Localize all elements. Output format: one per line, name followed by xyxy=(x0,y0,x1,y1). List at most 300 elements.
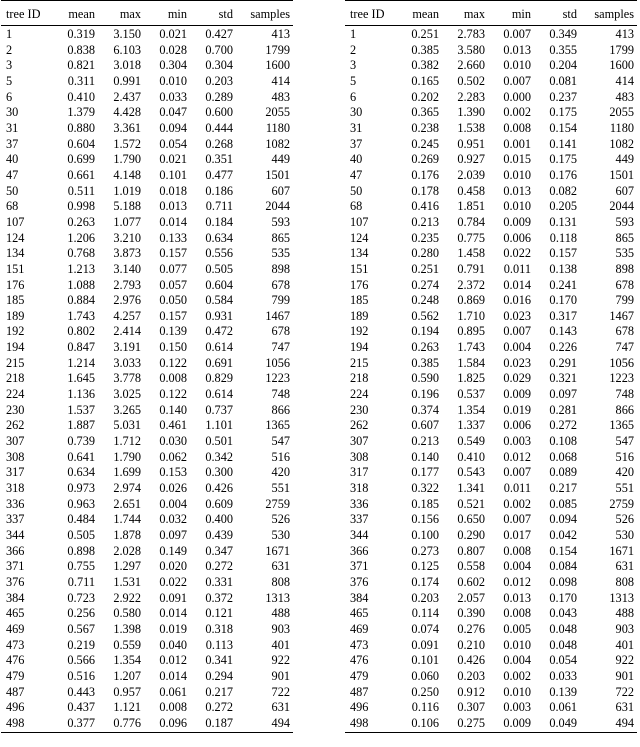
samples-cell: 593 xyxy=(615,214,634,229)
samples-cell: 865 xyxy=(615,230,634,245)
mean-cell: 0.177 xyxy=(411,465,439,480)
table-row xyxy=(1,685,293,701)
std-cell: 0.118 xyxy=(549,230,577,245)
samples-cell: 1501 xyxy=(609,167,634,182)
table-row xyxy=(345,90,637,106)
table-row xyxy=(345,606,637,622)
std-cell: 0.049 xyxy=(549,715,577,730)
std-cell: 0.614 xyxy=(205,387,233,402)
std-cell: 1.101 xyxy=(205,418,233,433)
max-cell: 1.572 xyxy=(113,136,141,151)
samples-cell: 494 xyxy=(271,715,290,730)
mean-cell: 0.699 xyxy=(67,152,95,167)
std-cell: 0.217 xyxy=(205,684,233,699)
tree-id-cell: 487 xyxy=(6,684,25,699)
tree-id-cell: 151 xyxy=(6,261,25,276)
tree-id-cell: 262 xyxy=(350,418,369,433)
std-cell: 0.829 xyxy=(205,371,233,386)
std-cell: 0.342 xyxy=(205,449,233,464)
max-cell: 0.776 xyxy=(113,715,141,730)
max-cell: 3.140 xyxy=(113,261,141,276)
min-cell: 0.013 xyxy=(159,199,187,214)
mean-cell: 0.256 xyxy=(67,606,95,621)
table-row xyxy=(345,262,637,278)
max-cell: 4.428 xyxy=(113,105,141,120)
max-cell: 0.784 xyxy=(457,214,485,229)
std-cell: 0.170 xyxy=(549,293,577,308)
std-cell: 0.175 xyxy=(549,152,577,167)
table-row xyxy=(345,559,637,575)
tree-id-cell: 465 xyxy=(6,606,25,621)
max-cell: 1.712 xyxy=(113,434,141,449)
samples-cell: 551 xyxy=(615,481,634,496)
max-cell: 0.549 xyxy=(457,434,485,449)
tree-id-cell: 469 xyxy=(6,621,25,636)
max-cell: 0.275 xyxy=(457,715,485,730)
tree-id-cell: 1 xyxy=(6,27,13,41)
tree-id-cell: 384 xyxy=(350,590,369,605)
std-cell: 0.291 xyxy=(549,355,577,370)
std-cell: 0.121 xyxy=(205,606,233,621)
mean-cell: 0.739 xyxy=(67,434,95,449)
tree-id-cell: 218 xyxy=(6,371,25,386)
min-cell: 0.040 xyxy=(159,637,187,652)
mean-cell: 0.802 xyxy=(67,324,95,339)
samples-cell: 1365 xyxy=(265,418,290,433)
samples-cell: 1313 xyxy=(609,590,634,605)
max-cell: 2.414 xyxy=(113,324,141,339)
mean-cell: 0.374 xyxy=(411,402,439,417)
tree-id-cell: 366 xyxy=(350,543,369,558)
samples-cell: 678 xyxy=(615,324,634,339)
tree-id-cell: 308 xyxy=(350,449,369,464)
min-cell: 0.014 xyxy=(159,214,187,229)
std-cell: 0.237 xyxy=(549,89,577,104)
samples-cell: 1056 xyxy=(265,355,290,370)
max-cell: 3.025 xyxy=(113,387,141,402)
std-cell: 0.203 xyxy=(205,73,233,88)
table-row xyxy=(345,434,637,450)
max-cell: 0.775 xyxy=(457,230,485,245)
tree-id-cell: 318 xyxy=(6,481,25,496)
samples-cell: 414 xyxy=(615,73,634,88)
min-cell: 0.009 xyxy=(503,214,531,229)
mean-cell: 0.511 xyxy=(67,183,95,198)
tree-id-cell: 344 xyxy=(350,528,369,542)
table-row xyxy=(345,700,637,716)
table-row xyxy=(345,278,637,294)
std-cell: 0.609 xyxy=(205,496,233,511)
min-cell: 0.011 xyxy=(503,261,531,276)
max-cell: 2.372 xyxy=(457,277,485,292)
mean-cell: 0.194 xyxy=(411,324,439,339)
std-cell: 0.472 xyxy=(205,324,233,339)
max-cell: 1.531 xyxy=(113,574,141,589)
mean-cell: 0.634 xyxy=(67,465,95,480)
table-row xyxy=(345,121,637,137)
max-cell: 1.851 xyxy=(457,199,485,214)
max-cell: 2.057 xyxy=(457,590,485,605)
table-row xyxy=(345,26,637,43)
table-row xyxy=(345,497,637,513)
table-row xyxy=(1,324,293,340)
min-cell: 0.033 xyxy=(159,89,187,104)
table-row xyxy=(345,74,637,90)
mean-cell: 1.213 xyxy=(67,261,95,276)
header-std: std xyxy=(562,7,577,21)
mean-cell: 1.379 xyxy=(67,105,95,120)
min-cell: 0.022 xyxy=(159,574,187,589)
max-cell: 1.790 xyxy=(113,449,141,464)
table-row xyxy=(345,512,637,528)
min-cell: 0.014 xyxy=(159,606,187,621)
mean-cell: 0.140 xyxy=(411,449,439,464)
mean-cell: 0.567 xyxy=(67,621,95,636)
max-cell: 0.957 xyxy=(113,684,141,699)
max-cell: 0.927 xyxy=(457,152,485,167)
samples-cell: 748 xyxy=(271,387,290,402)
min-cell: 0.010 xyxy=(503,167,531,182)
samples-cell: 1223 xyxy=(609,371,634,386)
std-cell: 0.700 xyxy=(205,42,233,57)
max-cell: 0.521 xyxy=(457,496,485,511)
max-cell: 1.699 xyxy=(113,465,141,480)
samples-cell: 1365 xyxy=(609,418,634,433)
table-row xyxy=(1,340,293,356)
min-cell: 0.057 xyxy=(159,277,187,292)
min-cell: 0.150 xyxy=(159,340,187,355)
max-cell: 3.873 xyxy=(113,246,141,261)
table-row xyxy=(345,685,637,701)
std-cell: 0.501 xyxy=(205,434,233,449)
min-cell: 0.002 xyxy=(503,105,531,120)
min-cell: 0.004 xyxy=(503,559,531,574)
min-cell: 0.006 xyxy=(503,230,531,245)
table-row xyxy=(1,387,293,403)
std-cell: 0.033 xyxy=(549,668,577,683)
min-cell: 0.047 xyxy=(159,105,187,120)
header-tree-id: tree ID xyxy=(350,7,385,21)
std-cell: 0.317 xyxy=(549,308,577,323)
tree-id-cell: 469 xyxy=(350,621,369,636)
samples-cell: 401 xyxy=(615,637,634,652)
max-cell: 5.188 xyxy=(113,199,141,214)
tree-id-cell: 215 xyxy=(6,355,25,370)
mean-cell: 0.382 xyxy=(411,58,439,73)
samples-cell: 922 xyxy=(271,653,290,668)
table-row xyxy=(345,544,637,560)
table-row xyxy=(345,168,637,184)
table-row xyxy=(1,512,293,528)
min-cell: 0.023 xyxy=(503,308,531,323)
tree-id-cell: 344 xyxy=(6,528,25,542)
tree-id-cell: 6 xyxy=(350,89,357,104)
header-tree-id: tree ID xyxy=(6,7,41,21)
min-cell: 0.021 xyxy=(159,152,187,167)
table-row xyxy=(345,403,637,419)
tree-id-cell: 384 xyxy=(6,590,25,605)
min-cell: 0.003 xyxy=(503,700,531,715)
tree-id-cell: 192 xyxy=(6,324,25,339)
tree-id-cell: 1 xyxy=(350,27,357,41)
mean-cell: 0.251 xyxy=(411,261,439,276)
tree-id-cell: 487 xyxy=(350,684,369,699)
tree-id-cell: 479 xyxy=(350,668,369,683)
mean-cell: 0.998 xyxy=(67,199,95,214)
tree-id-cell: 317 xyxy=(6,465,25,480)
mean-cell: 0.437 xyxy=(67,700,95,715)
table-row xyxy=(345,137,637,153)
mean-cell: 0.604 xyxy=(67,136,95,151)
mean-cell: 0.219 xyxy=(67,637,95,652)
table-row xyxy=(345,356,637,372)
min-cell: 0.004 xyxy=(503,653,531,668)
min-cell: 0.012 xyxy=(503,449,531,464)
std-cell: 0.318 xyxy=(205,621,233,636)
samples-cell: 898 xyxy=(615,261,634,276)
samples-cell: 901 xyxy=(271,668,290,683)
tree-id-cell: 230 xyxy=(6,402,25,417)
table-row xyxy=(1,591,293,607)
mean-cell: 1.088 xyxy=(67,277,95,292)
std-cell: 0.068 xyxy=(549,449,577,464)
max-cell: 1.121 xyxy=(113,700,141,715)
samples-cell: 799 xyxy=(271,293,290,308)
table-row xyxy=(345,324,637,340)
tree-id-cell: 317 xyxy=(350,465,369,480)
max-cell: 2.283 xyxy=(457,89,485,104)
min-cell: 0.010 xyxy=(503,58,531,73)
std-cell: 0.081 xyxy=(549,73,577,88)
mean-cell: 0.248 xyxy=(411,293,439,308)
table-row xyxy=(345,653,637,669)
samples-cell: 420 xyxy=(271,465,290,480)
max-cell: 2.783 xyxy=(457,27,485,41)
max-cell: 0.895 xyxy=(457,324,485,339)
mean-cell: 0.280 xyxy=(411,246,439,261)
min-cell: 0.007 xyxy=(503,27,531,41)
tree-id-cell: 176 xyxy=(6,277,25,292)
samples-cell: 530 xyxy=(271,528,290,542)
table-row xyxy=(345,293,637,309)
std-cell: 0.139 xyxy=(549,684,577,699)
max-cell: 3.150 xyxy=(113,27,141,41)
min-cell: 0.094 xyxy=(159,120,187,135)
tree-id-cell: 230 xyxy=(350,402,369,417)
max-cell: 0.210 xyxy=(457,637,485,652)
samples-cell: 722 xyxy=(271,684,290,699)
std-cell: 0.217 xyxy=(549,481,577,496)
samples-cell: 2055 xyxy=(609,105,634,120)
max-cell: 1.878 xyxy=(113,528,141,542)
max-cell: 1.710 xyxy=(457,308,485,323)
max-cell: 2.039 xyxy=(457,167,485,182)
max-cell: 0.537 xyxy=(457,387,485,402)
max-cell: 2.651 xyxy=(113,496,141,511)
std-cell: 0.505 xyxy=(205,261,233,276)
max-cell: 0.203 xyxy=(457,668,485,683)
max-cell: 0.912 xyxy=(457,684,485,699)
mean-cell: 0.235 xyxy=(411,230,439,245)
left-table-container xyxy=(1,0,293,733)
min-cell: 0.153 xyxy=(159,465,187,480)
min-cell: 0.008 xyxy=(503,543,531,558)
table-row xyxy=(1,403,293,419)
table-row xyxy=(1,716,293,732)
mean-cell: 0.196 xyxy=(411,387,439,402)
std-cell: 0.094 xyxy=(549,512,577,527)
samples-cell: 1501 xyxy=(265,167,290,182)
std-cell: 0.427 xyxy=(205,27,233,41)
mean-cell: 0.884 xyxy=(67,293,95,308)
std-cell: 0.042 xyxy=(549,528,577,542)
mean-cell: 0.768 xyxy=(67,246,95,261)
mean-cell: 0.711 xyxy=(67,574,95,589)
mean-cell: 0.251 xyxy=(411,27,439,41)
table-row xyxy=(1,575,293,591)
min-cell: 0.007 xyxy=(503,512,531,527)
max-cell: 1.019 xyxy=(113,183,141,198)
samples-cell: 547 xyxy=(271,434,290,449)
samples-cell: 1600 xyxy=(265,58,290,73)
std-cell: 0.272 xyxy=(205,559,233,574)
header-row xyxy=(1,1,293,26)
max-cell: 0.276 xyxy=(457,621,485,636)
mean-cell: 0.060 xyxy=(411,668,439,683)
std-cell: 0.175 xyxy=(549,105,577,120)
std-cell: 0.737 xyxy=(205,402,233,417)
std-cell: 0.241 xyxy=(549,277,577,292)
max-cell: 1.207 xyxy=(113,668,141,683)
std-cell: 0.272 xyxy=(205,700,233,715)
std-cell: 0.097 xyxy=(549,387,577,402)
table-row xyxy=(1,74,293,90)
mean-cell: 0.213 xyxy=(411,214,439,229)
min-cell: 0.015 xyxy=(503,152,531,167)
mean-cell: 0.590 xyxy=(411,371,439,386)
tree-id-cell: 194 xyxy=(350,340,369,355)
mean-cell: 0.263 xyxy=(411,340,439,355)
max-cell: 0.559 xyxy=(113,637,141,652)
table-row xyxy=(345,152,637,168)
tree-id-cell: 366 xyxy=(6,543,25,558)
min-cell: 0.011 xyxy=(503,481,531,496)
min-cell: 0.004 xyxy=(159,496,187,511)
max-cell: 0.307 xyxy=(457,700,485,715)
mean-cell: 0.269 xyxy=(411,152,439,167)
table-row xyxy=(1,559,293,575)
table-row xyxy=(345,716,637,732)
samples-cell: 866 xyxy=(615,402,634,417)
mean-cell: 0.847 xyxy=(67,340,95,355)
samples-cell: 607 xyxy=(615,183,634,198)
min-cell: 0.157 xyxy=(159,308,187,323)
min-cell: 0.007 xyxy=(503,465,531,480)
tree-id-cell: 498 xyxy=(350,715,369,730)
std-cell: 0.108 xyxy=(549,434,577,449)
std-cell: 0.439 xyxy=(205,528,233,542)
tree-id-cell: 318 xyxy=(350,481,369,496)
table-row xyxy=(345,340,637,356)
mean-cell: 0.125 xyxy=(411,559,439,574)
max-cell: 0.410 xyxy=(457,449,485,464)
tree-id-cell: 47 xyxy=(350,167,363,182)
max-cell: 2.922 xyxy=(113,590,141,605)
table-row xyxy=(1,105,293,121)
tree-id-cell: 307 xyxy=(6,434,25,449)
std-cell: 0.157 xyxy=(549,246,577,261)
min-cell: 0.028 xyxy=(159,42,187,57)
samples-cell: 898 xyxy=(271,261,290,276)
std-cell: 0.085 xyxy=(549,496,577,511)
tree-id-cell: 496 xyxy=(6,700,25,715)
tree-id-cell: 473 xyxy=(350,637,369,652)
std-cell: 0.138 xyxy=(549,261,577,276)
max-cell: 4.257 xyxy=(113,308,141,323)
tree-id-cell: 176 xyxy=(350,277,369,292)
tree-id-cell: 337 xyxy=(350,512,369,527)
table-row xyxy=(1,309,293,325)
table-row xyxy=(1,450,293,466)
table-row xyxy=(1,215,293,231)
tree-id-cell: 2 xyxy=(350,42,357,57)
min-cell: 0.096 xyxy=(159,715,187,730)
std-cell: 0.426 xyxy=(205,481,233,496)
table-row xyxy=(1,669,293,685)
tree-id-cell: 476 xyxy=(350,653,369,668)
table-row xyxy=(1,481,293,497)
header-std: std xyxy=(218,7,233,21)
left-statistics-table xyxy=(1,0,293,733)
min-cell: 0.007 xyxy=(503,324,531,339)
min-cell: 0.008 xyxy=(503,120,531,135)
tree-id-cell: 40 xyxy=(6,152,19,167)
min-cell: 0.007 xyxy=(503,73,531,88)
min-cell: 0.030 xyxy=(159,434,187,449)
samples-cell: 413 xyxy=(271,27,290,41)
std-cell: 0.084 xyxy=(549,559,577,574)
mean-cell: 1.537 xyxy=(67,402,95,417)
min-cell: 0.009 xyxy=(503,715,531,730)
mean-cell: 0.074 xyxy=(411,621,439,636)
mean-cell: 0.213 xyxy=(411,434,439,449)
tree-id-cell: 107 xyxy=(6,214,25,229)
max-cell: 2.660 xyxy=(457,58,485,73)
std-cell: 0.600 xyxy=(205,105,233,120)
table-row xyxy=(1,371,293,387)
tree-id-cell: 479 xyxy=(6,668,25,683)
mean-cell: 1.645 xyxy=(67,371,95,386)
header-row xyxy=(345,1,637,26)
max-cell: 0.543 xyxy=(457,465,485,480)
min-cell: 0.139 xyxy=(159,324,187,339)
mean-cell: 0.245 xyxy=(411,136,439,151)
table-row xyxy=(1,199,293,215)
mean-cell: 0.238 xyxy=(411,120,439,135)
min-cell: 0.149 xyxy=(159,543,187,558)
std-cell: 0.289 xyxy=(205,89,233,104)
max-cell: 2.028 xyxy=(113,543,141,558)
tree-id-cell: 37 xyxy=(350,136,363,151)
tree-id-cell: 30 xyxy=(6,105,19,120)
tree-id-cell: 50 xyxy=(350,183,363,198)
samples-cell: 483 xyxy=(271,89,290,104)
tree-id-cell: 40 xyxy=(350,152,363,167)
mean-cell: 0.755 xyxy=(67,559,95,574)
table-row xyxy=(345,450,637,466)
min-cell: 0.004 xyxy=(503,340,531,355)
std-cell: 0.143 xyxy=(549,324,577,339)
